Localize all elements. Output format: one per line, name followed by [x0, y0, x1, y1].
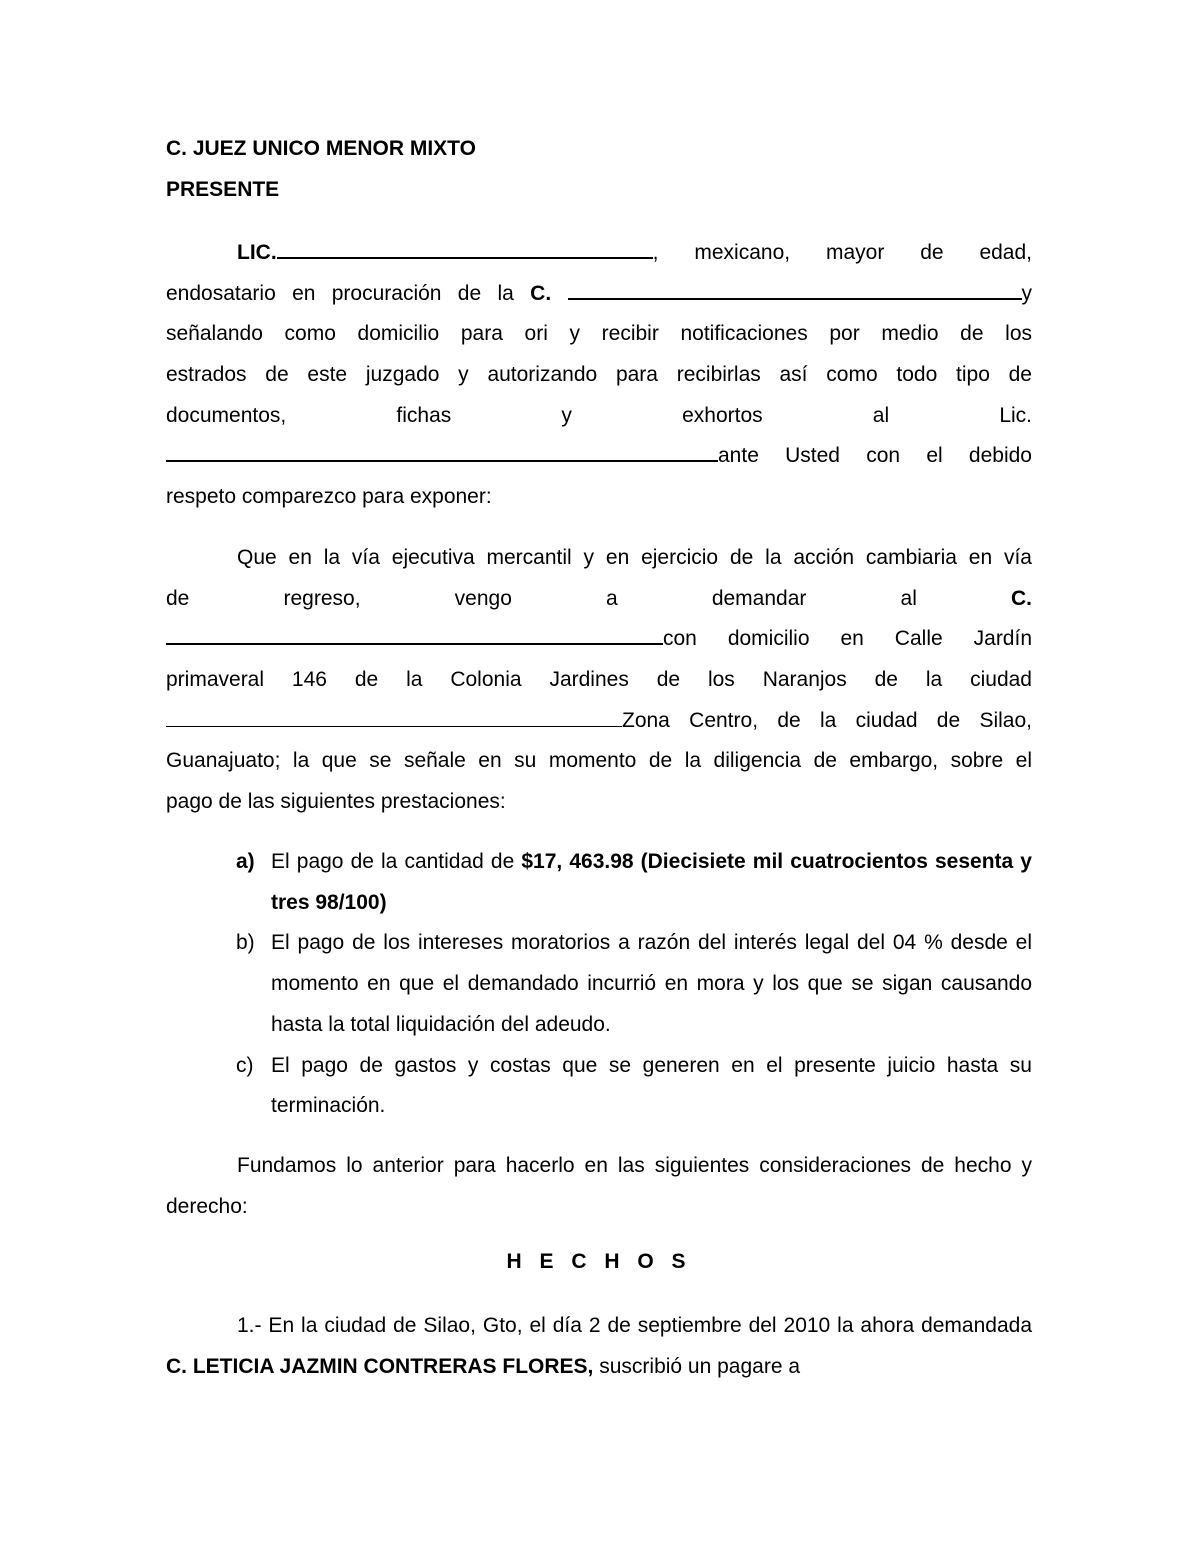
hechos-paragraph: 1.- En la ciudad de Silao, Gto, el día 2 de septiembre del 2010 la ahora demandada C. LETICIA JAZMIN CONTRERAS FLORES, suscribió un pagare a	[166, 1314, 1032, 1378]
court-heading: C. JUEZ UNICO MENOR MIXTO	[166, 137, 476, 160]
defendant-name-blank	[166, 625, 663, 645]
lic-name-blank	[277, 239, 653, 259]
list-item: a) El pago de la cantidad de $17, 463.98 (Diecisiete mil cuatrocientos sesenta y tres 98/100)	[236, 850, 1032, 914]
fundamentos-paragraph: Fundamos lo anterior para hacerlo en las siguientes consideraciones de hecho y derecho:	[166, 1154, 1032, 1218]
presente-heading: PRESENTE	[166, 178, 280, 201]
authorized-name-blank	[166, 442, 718, 462]
lic-label: LIC.	[237, 241, 277, 264]
city-blank	[166, 708, 622, 727]
intro-paragraph: LIC. , mexicano, mayor de edad, endosatario en procuración de la C. y señalando como domicilio para ori y recibir notificaciones por medio de los estrados de este juzgado y autorizando para recibirlas así como todo tipo de documentos, fichas y exhortos al Lic. ante Usted con el debido respeto comparezco para exponer:	[166, 241, 1032, 509]
section-title: H E C H O S	[506, 1250, 692, 1273]
list-item: c) El pago de gastos y costas que se generen en el presente juicio hasta su terminación.	[236, 1053, 1032, 1118]
prestaciones-list	[236, 842, 1032, 1127]
defendant-name: C. LETICIA JAZMIN CONTRERAS FLORES,	[166, 1354, 594, 1378]
claim-paragraph: Que en la vía ejecutiva mercantil y en ejercicio de la acción cambiaria en vía de regreso, vengo a demandar al C. con domicilio en Calle Jardín primaveral 146 de la Colonia Jardines de los Naranjos de la ciudad Zona Centro, de la ciudad de Silao, Guanajuato; la que se señale en su momento de la diligencia de embargo, sobre el pago de las siguientes prestaciones:	[166, 546, 1032, 814]
list-item: b) El pago de los intereses moratorios a razón del interés legal del 04 % desde el momento en que el demandado incurrió en mora y los que se sigan causando hasta la total liquidación del adeudo.	[236, 931, 1032, 1036]
client-name-blank	[568, 280, 1022, 300]
